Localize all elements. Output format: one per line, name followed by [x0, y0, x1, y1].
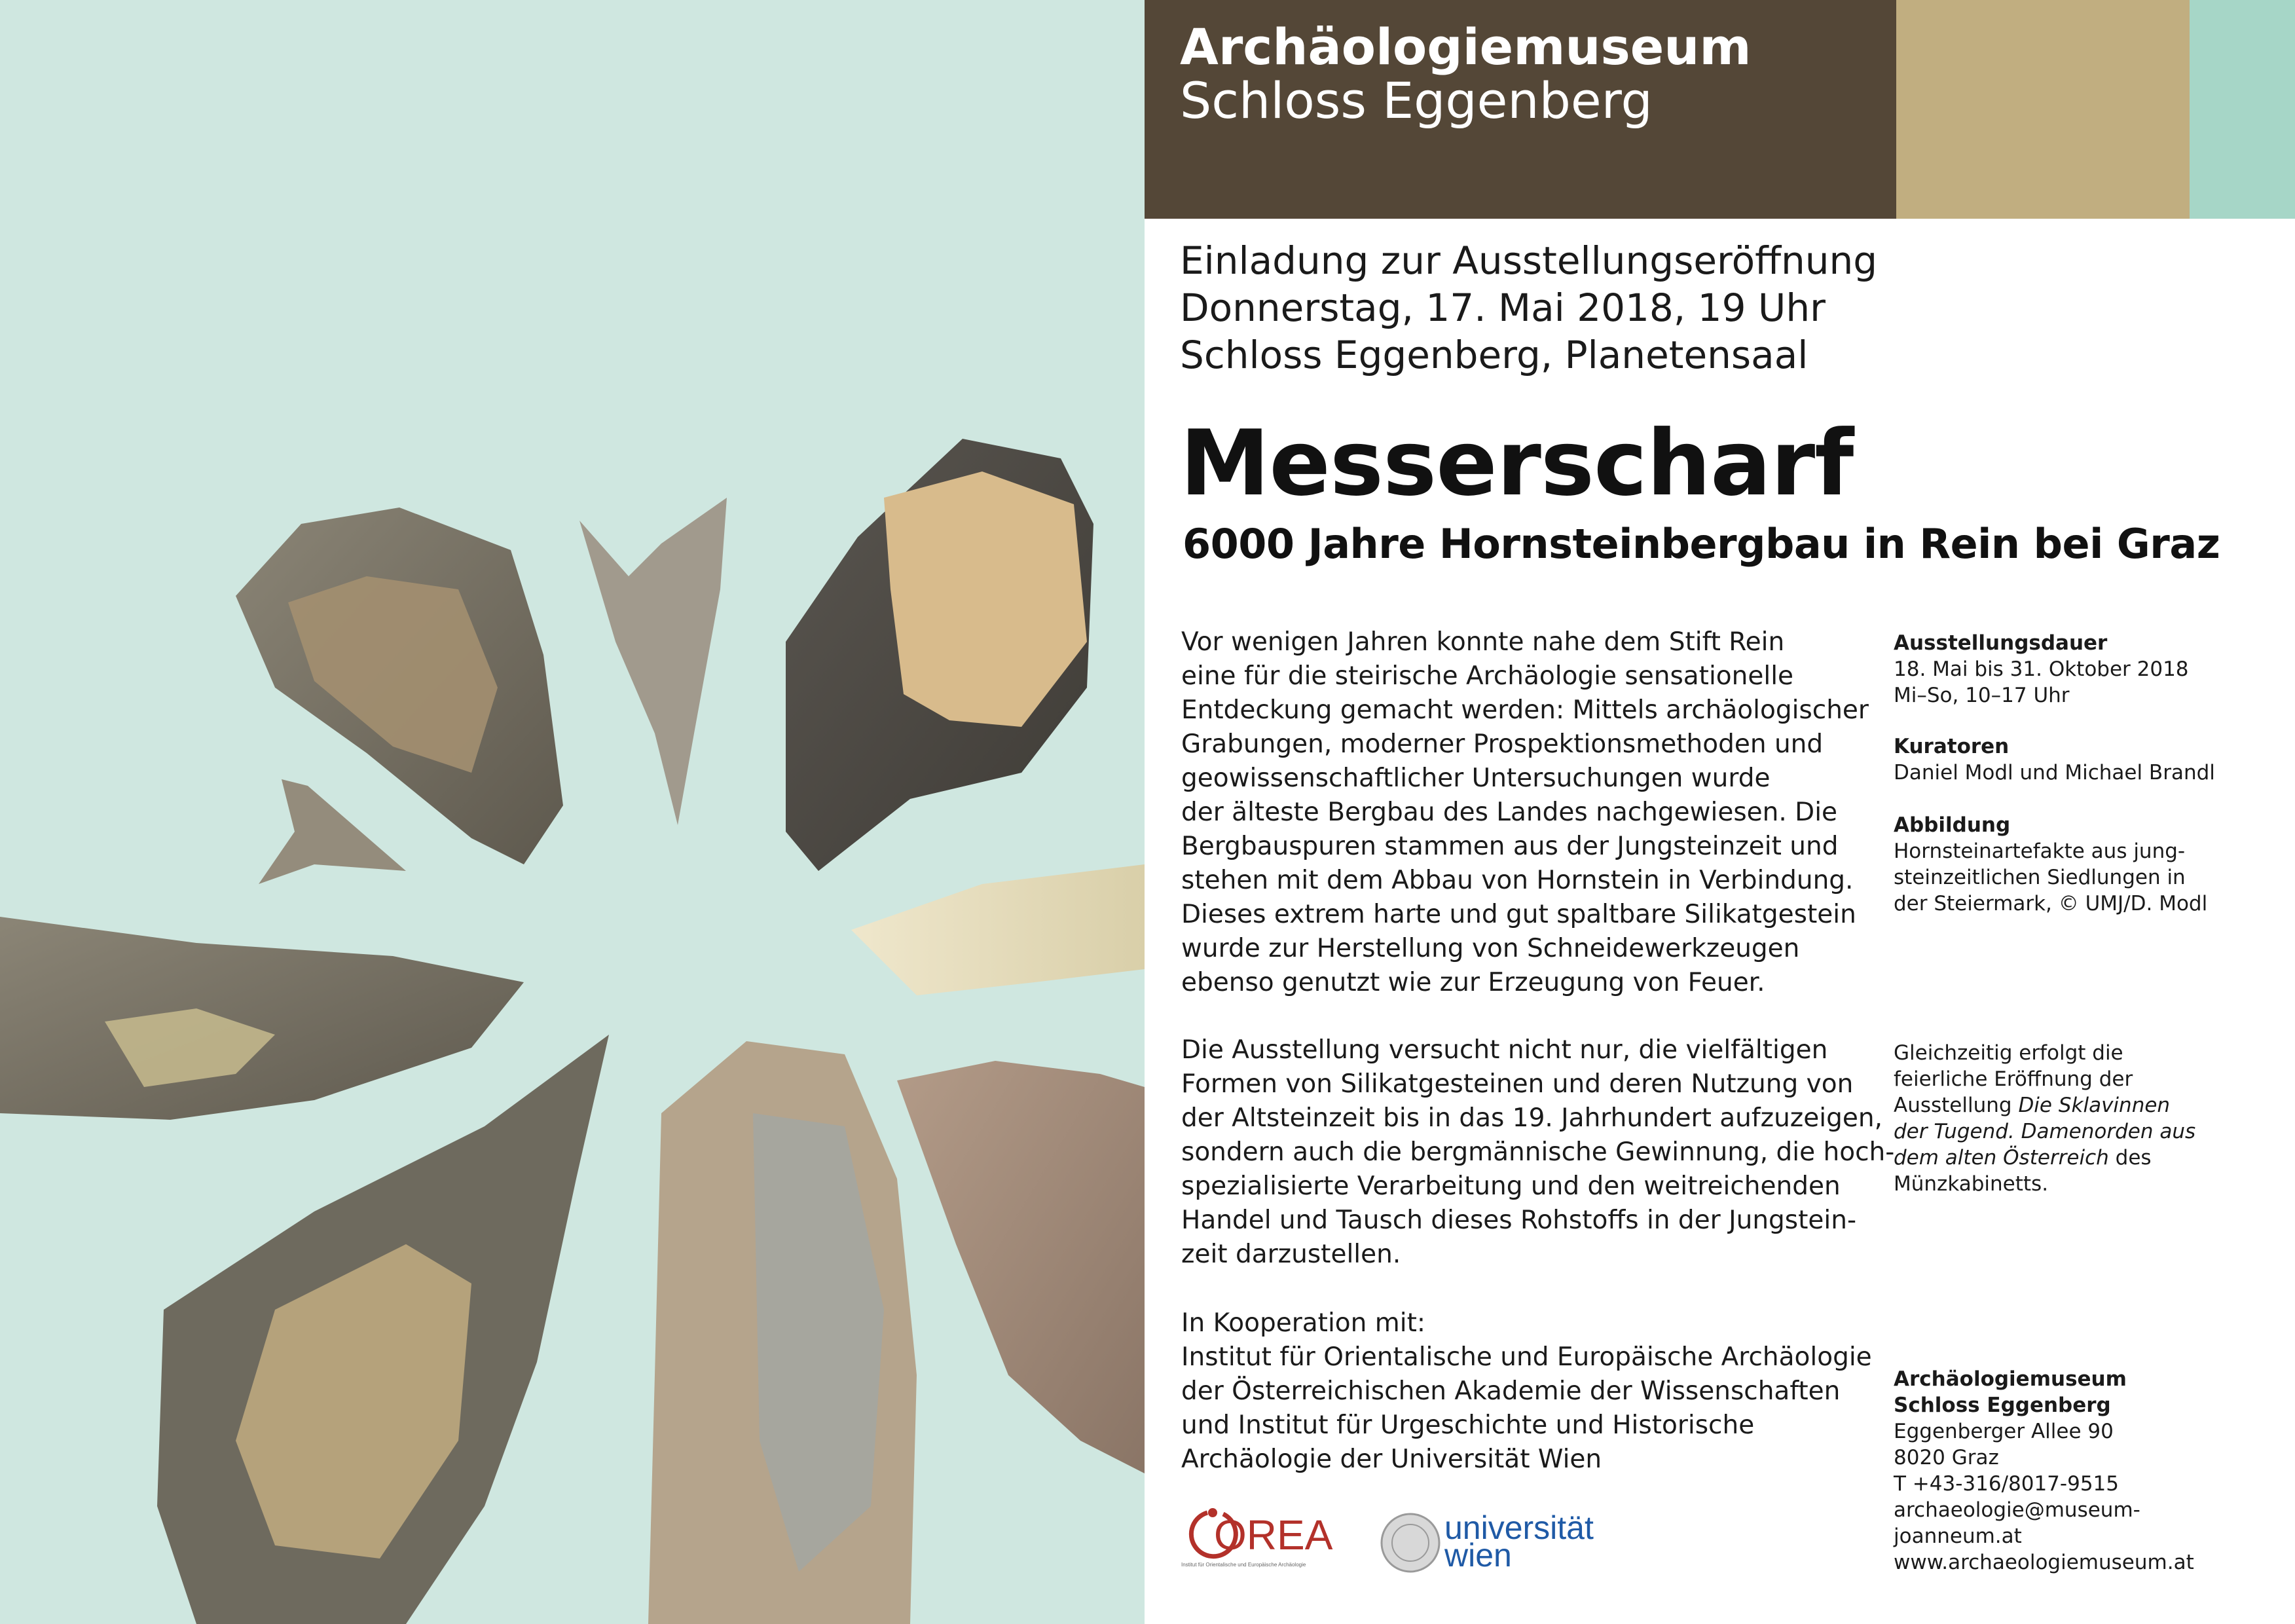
contact-street: Eggenberger Allee 90 — [1894, 1420, 2114, 1443]
body-line: Handel und Tausch dieses Rohstoffs in der Jungstein- — [1181, 1206, 1857, 1235]
invitation-block — [1180, 237, 1877, 378]
sidebar-simultaneous-opening — [1894, 1040, 2201, 1197]
orea-caption: Institut für Orientalische und Europäische Archäologie — [1181, 1562, 1306, 1568]
simultaneous-title: dem alten Österreich — [1894, 1146, 2109, 1170]
simultaneous-line — [1894, 1118, 2201, 1145]
invitation-line: Einladung zur Ausstellungseröffnung — [1180, 238, 1878, 283]
contact-website: www.archaeologiemuseum.at — [1894, 1551, 2194, 1574]
curators-heading: Kuratoren — [1894, 735, 2010, 758]
simultaneous-prefix: Ausstellung — [1894, 1094, 2019, 1117]
contact-email: archaeologie@museum- — [1894, 1498, 2140, 1522]
contact-city: 8020 Graz — [1894, 1446, 1999, 1469]
cooperation-line: Institut für Orientalische und Europäische Archäologie — [1181, 1342, 1872, 1372]
museum-location: Schloss Eggenberg — [1180, 71, 1653, 130]
flint-arrowhead — [579, 498, 727, 825]
cooperation-line: Archäologie der Universität Wien — [1181, 1445, 1602, 1474]
body-line: Dieses extrem harte und gut spaltbare Silikatgestein — [1181, 900, 1856, 929]
duration-heading: Ausstellungsdauer — [1894, 631, 2108, 655]
image-heading: Abbildung — [1894, 813, 2011, 837]
simultaneous-line — [1894, 1145, 2201, 1171]
body-line: geowissenschaftlicher Untersuchungen wurde — [1181, 764, 1771, 793]
cooperation-heading: In Kooperation mit: — [1181, 1308, 1426, 1338]
exhibition-subtitle: 6000 Jahre Hornsteinbergbau in Rein bei Graz — [1183, 520, 2220, 568]
cooperation-line: und Institut für Urgeschichte und Historische — [1181, 1411, 1755, 1440]
body-line: Die Ausstellung versucht nicht nur, die vielfältigen — [1181, 1035, 1828, 1065]
simultaneous-line: Gleichzeitig erfolgt die — [1894, 1041, 2123, 1065]
body-line: Entdeckung gemacht werden: Mittels archäologischer — [1181, 695, 1869, 725]
partner-logos — [1181, 1498, 1600, 1590]
body-line: sondern auch die bergmännische Gewinnung, die hoch- — [1181, 1137, 1895, 1167]
body-line: Grabungen, moderner Prospektionsmethoden und — [1181, 729, 1824, 759]
flint-artefacts-image — [0, 0, 1145, 1624]
body-line: der älteste Bergbau des Landes nachgewiesen. Die — [1181, 798, 1838, 827]
header-tan-band — [1896, 0, 2190, 219]
body-line: zeit darzustellen. — [1181, 1240, 1401, 1269]
museum-name: Archäologiemuseum — [1180, 18, 1752, 76]
orea-logo — [1181, 1508, 1333, 1568]
orea-text: OREA — [1214, 1511, 1333, 1559]
body-line: Formen von Silikatgesteinen und deren Nutzung von — [1181, 1069, 1854, 1099]
body-line: eine für die steirische Archäologie sensationelle — [1181, 661, 1794, 691]
body-line: spezialisierte Verarbeitung und den weitreichenden — [1181, 1172, 1841, 1201]
sidebar-curators — [1894, 733, 2215, 786]
simultaneous-line: Münzkabinetts. — [1894, 1172, 2049, 1196]
contact-name: Archäologiemuseum — [1894, 1367, 2127, 1391]
flint-long-blade — [0, 917, 524, 1120]
exhibition-title: Messerscharf — [1180, 411, 1854, 516]
simultaneous-title: Die Sklavinnen — [2018, 1094, 2171, 1117]
simultaneous-line: feierliche Eröffnung der — [1894, 1067, 2133, 1091]
sidebar-image-credit — [1894, 812, 2208, 917]
simultaneous-suffix: des — [2108, 1146, 2152, 1170]
flint-small-point — [259, 779, 406, 884]
image-line: steinzeitlichen Siedlungen in — [1894, 866, 2186, 889]
body-line: wurde zur Herstellung von Schneidewerkzeugen — [1181, 934, 1800, 963]
curators-names: Daniel Modl und Michael Brandl — [1894, 761, 2215, 784]
duration-dates: 18. Mai bis 31. Oktober 2018 — [1894, 657, 2189, 681]
body-paragraph-2 — [1181, 1033, 1895, 1272]
invitation-venue: Schloss Eggenberg, Planetensaal — [1180, 333, 1808, 377]
cooperation-block — [1181, 1306, 1872, 1477]
contact-phone: T +43-316/8017-9515 — [1894, 1472, 2119, 1496]
contact-email: joanneum.at — [1894, 1524, 2022, 1548]
flint-bottom-right — [897, 1061, 1145, 1473]
body-paragraph-1 — [1181, 625, 1869, 1000]
univie-seal-icon — [1382, 1514, 1439, 1572]
image-line: Hornsteinartefakte aus jung- — [1894, 840, 2186, 863]
header-mint-band — [2190, 0, 2295, 219]
artefact-illustration — [0, 0, 1145, 1624]
body-line: stehen mit dem Abbau von Hornstein in Verbindung. — [1181, 866, 1854, 895]
body-line: ebenso genutzt wie zur Erzeugung von Feuer. — [1181, 968, 1765, 997]
invitation-date: Donnerstag, 17. Mai 2018, 19 Uhr — [1180, 286, 1826, 330]
simultaneous-line — [1894, 1092, 2201, 1118]
body-line: Vor wenigen Jahren konnte nahe dem Stift Rein — [1181, 627, 1785, 657]
body-line: Bergbauspuren stammen aus der Jungsteinzeit und — [1181, 832, 1839, 861]
body-line: der Altsteinzeit bis in das 19. Jahrhundert aufzuzeigen, — [1181, 1103, 1882, 1133]
sidebar-contact — [1894, 1366, 2201, 1576]
image-line: der Steiermark, © UMJ/D. Modl — [1894, 892, 2208, 915]
univie-line2: wien — [1444, 1537, 1512, 1574]
univie-logo — [1382, 1509, 1594, 1574]
univie-line1: universität — [1444, 1509, 1594, 1546]
flint-light-blade — [851, 864, 1145, 995]
duration-hours: Mi–So, 10–17 Uhr — [1894, 684, 2070, 707]
simultaneous-title: der Tugend. Damenorden aus — [1894, 1120, 2196, 1143]
contact-name: Schloss Eggenberg — [1894, 1393, 2111, 1417]
sidebar-duration — [1894, 630, 2201, 709]
cooperation-line: der Österreichischen Akademie der Wissenschaften — [1181, 1376, 1841, 1406]
